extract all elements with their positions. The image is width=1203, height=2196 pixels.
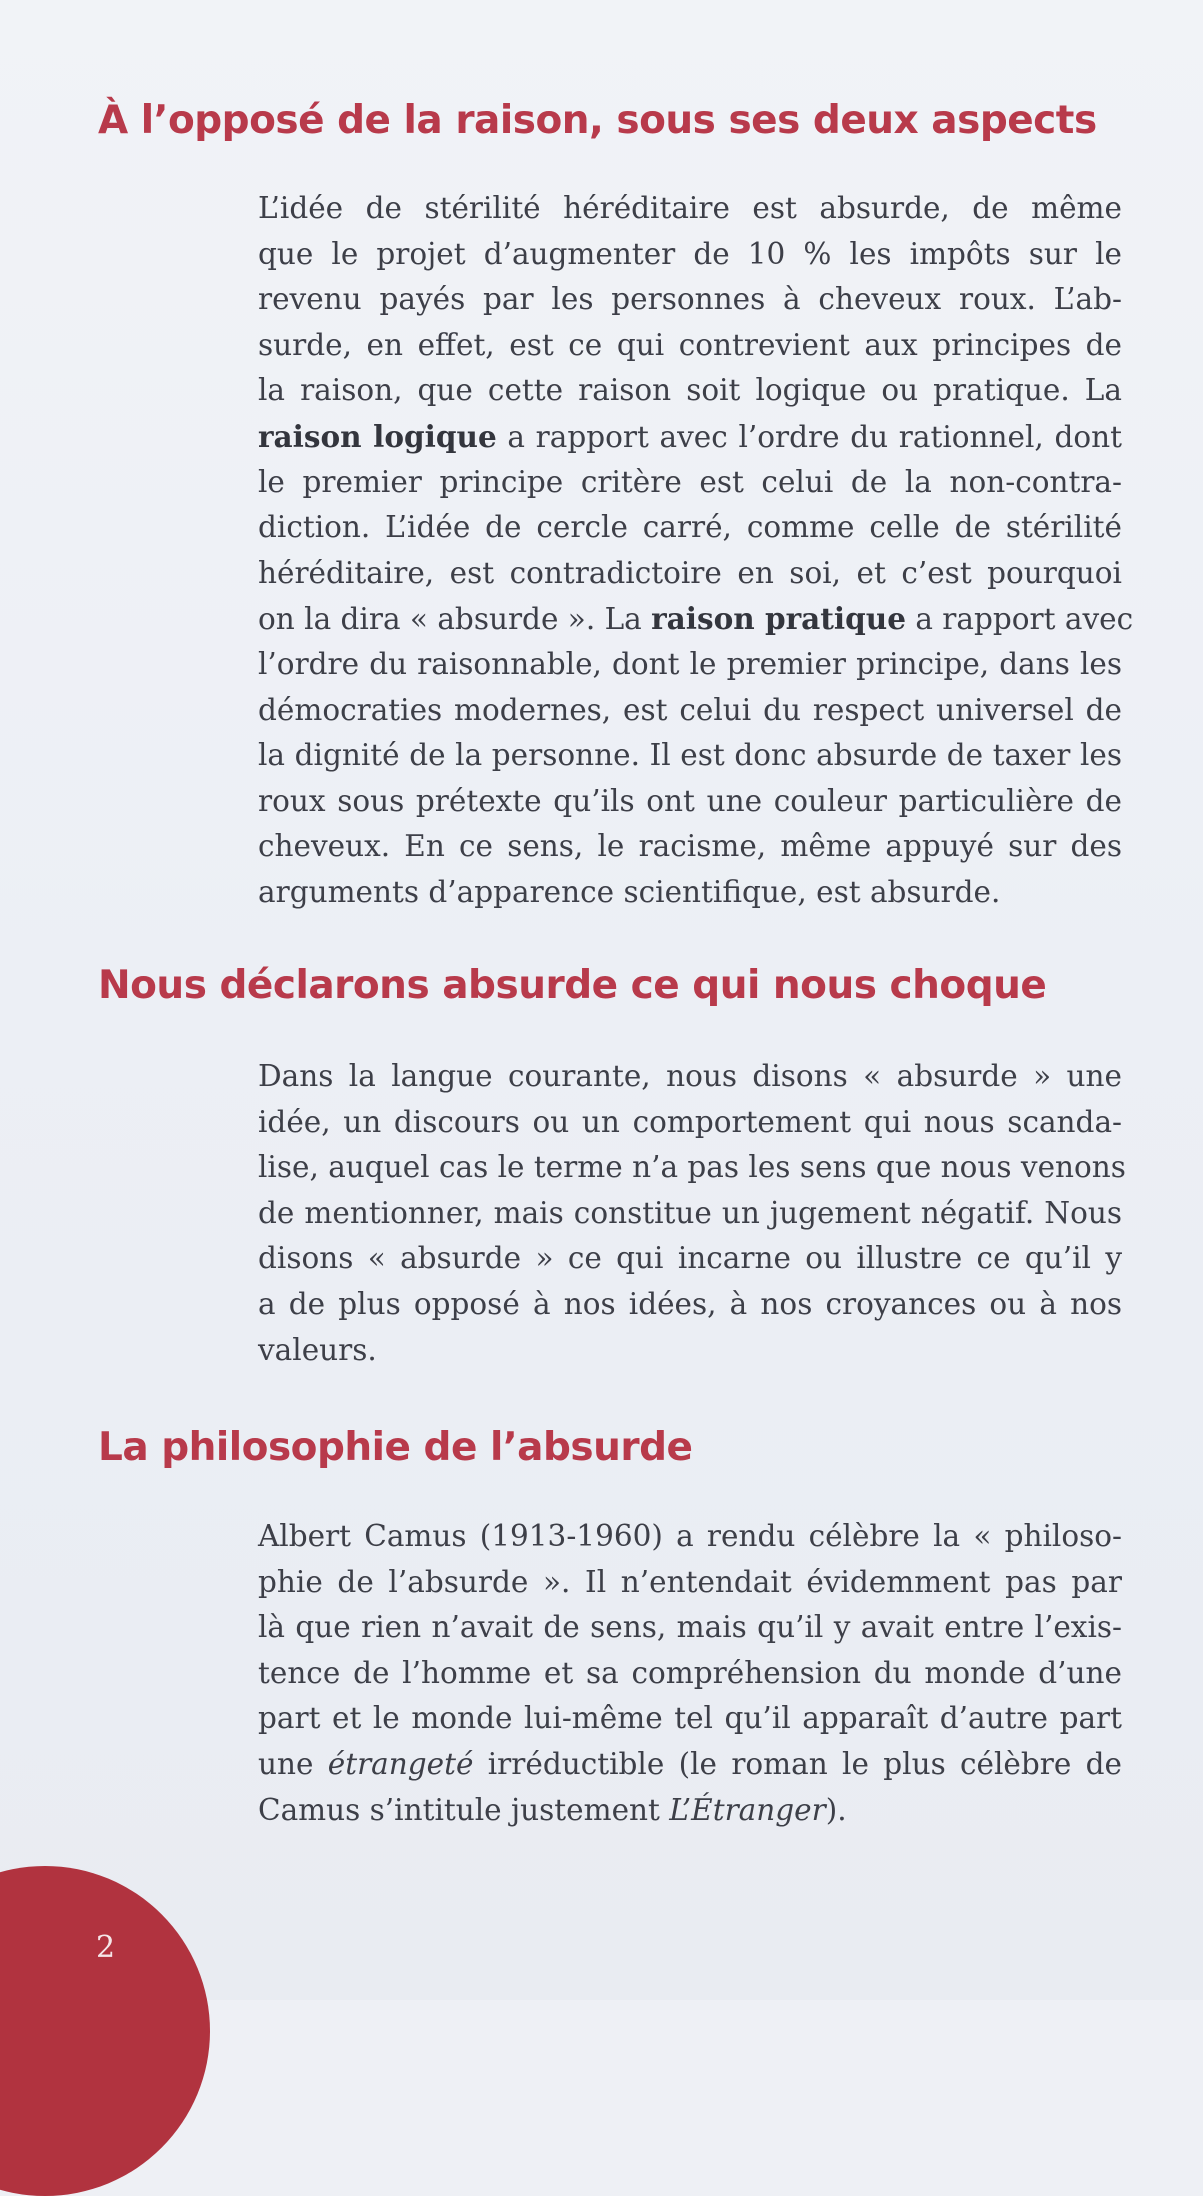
text-line: tence de l’homme et sa compréhension du monde d’une bbox=[258, 1655, 1122, 1690]
text-line: la raison, que cette raison soit logique ou pratique. La bbox=[258, 373, 1122, 408]
paragraph-raison bbox=[258, 186, 1134, 916]
text-line: surde, en effet, est ce qui contrevient aux principes de bbox=[258, 327, 1122, 362]
section-heading-choque: Nous déclarons absurde ce qui nous choque bbox=[98, 963, 1047, 1008]
text-line: là que rien n’avait de sens, mais qu’il y avait entre l’exis- bbox=[258, 1610, 1122, 1645]
section-heading-raison: À l’opposé de la raison, sous ses deux aspects bbox=[98, 98, 1097, 143]
text-line: phie de l’absurde ». Il n’entendait évidemment pas par bbox=[258, 1564, 1122, 1599]
text-line bbox=[258, 414, 1122, 460]
text-line: démocraties modernes, est celui du respect universel de bbox=[258, 692, 1122, 727]
page-number: 2 bbox=[96, 1930, 116, 1965]
text-line: roux sous prétexte qu’ils ont une couleur particulière de bbox=[258, 783, 1122, 818]
text-run: a rapport avec l’ordre du rationnel, dont bbox=[496, 419, 1122, 454]
bold-term-raison-logique: raison logique bbox=[258, 418, 497, 454]
italic-book-title: L’Étranger bbox=[669, 1792, 826, 1827]
text-run: Camus s’intitule justement bbox=[258, 1792, 670, 1827]
text-run: une bbox=[258, 1746, 328, 1781]
text-line: le premier principe critère est celui de la non-contra- bbox=[258, 464, 1122, 499]
text-line: que le projet d’augmenter de 10 % les impôts sur le bbox=[258, 236, 1122, 271]
text-line: L’idée de stérilité héréditaire est absurde, de même bbox=[258, 191, 1122, 225]
text-line: diction. L’idée de cercle carré, comme celle de stérilité bbox=[258, 510, 1122, 545]
text-line bbox=[258, 1788, 1122, 1834]
text-line: héréditaire, est contradictoire en soi, et c’est pourquoi bbox=[258, 555, 1122, 590]
italic-term-etrangete: étrangeté bbox=[327, 1746, 474, 1781]
text-line: lise, auquel cas le terme n’a pas les sens que nous venons bbox=[258, 1150, 1126, 1185]
text-line: cheveux. En ce sens, le racisme, même appuyé sur des bbox=[258, 829, 1122, 864]
text-line: a de plus opposé à nos idées, à nos croyances ou à nos bbox=[258, 1286, 1122, 1321]
text-line: de mentionner, mais constitue un jugement négatif. Nous bbox=[258, 1195, 1122, 1230]
text-line: Albert Camus (1913-1960) a rendu célèbre la « philoso- bbox=[258, 1519, 1122, 1553]
text-run: on la dira « absurde ». La bbox=[258, 602, 652, 637]
text-line: l’ordre du raisonnable, dont le premier principe, dans les bbox=[258, 646, 1122, 681]
text-line: la dignité de la personne. Il est donc absurde de taxer les bbox=[258, 738, 1122, 773]
text-line: idée, un discours ou un comportement qui nous scanda- bbox=[258, 1104, 1122, 1139]
text-run: a rapport avec bbox=[905, 602, 1134, 637]
paragraph-philosophie bbox=[258, 1514, 1122, 1833]
text-line: valeurs. bbox=[258, 1332, 377, 1367]
bold-term-raison-pratique: raison pratique bbox=[651, 601, 906, 637]
text-line: part et le monde lui-même tel qu’il apparaît d’autre part bbox=[258, 1701, 1122, 1736]
text-line bbox=[258, 596, 1134, 642]
text-line: revenu payés par les personnes à cheveux roux. L’ab- bbox=[258, 282, 1122, 317]
text-line: arguments d’apparence scientifique, est absurde. bbox=[258, 874, 1001, 909]
text-run: ). bbox=[825, 1792, 847, 1827]
page-corner-decoration bbox=[0, 1866, 210, 2196]
text-line: disons « absurde » ce qui incarne ou illustre ce qu’il y bbox=[258, 1241, 1122, 1276]
paragraph-choque bbox=[258, 1054, 1126, 1373]
text-line: Dans la langue courante, nous disons « absurde » une bbox=[258, 1059, 1122, 1093]
text-line bbox=[258, 1742, 1122, 1788]
section-heading-philosophie: La philosophie de l’absurde bbox=[98, 1425, 693, 1470]
text-run: irréductible (le roman le plus célèbre de bbox=[473, 1746, 1122, 1781]
